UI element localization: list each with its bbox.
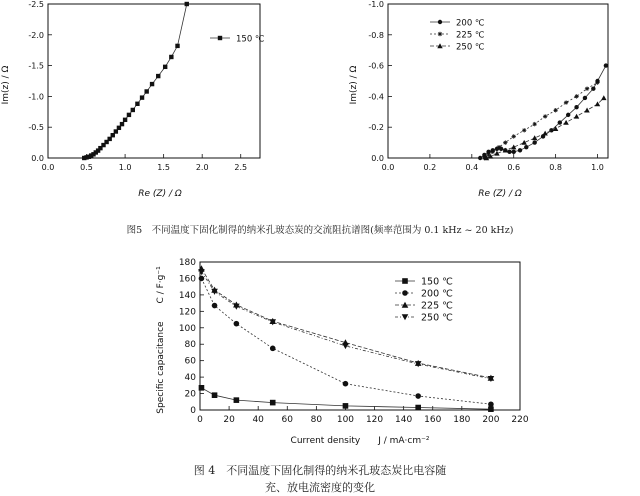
x-tick-label: 180 — [453, 415, 471, 425]
plot-frame — [200, 262, 520, 410]
x-tick-label: 100 — [336, 415, 355, 425]
data-point — [553, 108, 557, 112]
impedance-chart-150c — [0, 0, 290, 210]
series-line — [84, 4, 187, 158]
x-tick-label: 0.6 — [507, 163, 521, 172]
y-tick-label: 0 — [190, 406, 196, 416]
y-tick-label: 0.0 — [31, 154, 44, 163]
data-point — [543, 114, 547, 118]
y-tick-label: 140 — [178, 290, 196, 301]
x-tick-label: 0.2 — [423, 163, 437, 172]
x-tick-label: 2.0 — [195, 163, 209, 172]
x-tick-label: 1.0 — [118, 163, 132, 172]
data-point — [234, 397, 240, 403]
y-tick-label: 40 — [184, 373, 196, 384]
data-point — [522, 128, 526, 132]
data-point — [518, 148, 522, 152]
data-point — [503, 140, 507, 144]
data-point — [343, 381, 349, 387]
legend-marker — [218, 36, 222, 40]
x-tick-label: 140 — [395, 415, 413, 425]
x-axis-label: Re (Z) / Ω — [478, 189, 522, 199]
data-point — [583, 96, 587, 100]
data-point — [140, 95, 144, 99]
legend-label: 250 ℃ — [456, 42, 485, 53]
y-tick-label: -1.0 — [28, 92, 44, 102]
x-tick-label: 0 — [197, 415, 203, 425]
data-point — [595, 80, 599, 84]
data-point — [558, 120, 562, 124]
x-tick-label: 0.8 — [549, 163, 562, 172]
y-tick-label: -2.0 — [28, 30, 44, 40]
figure4-caption-line2: 充、放电流密度的变化 — [265, 481, 375, 494]
data-point — [584, 108, 589, 113]
legend-label: 225 ℃ — [456, 30, 485, 41]
data-point — [150, 82, 154, 86]
y-tick-label: 60 — [184, 356, 196, 367]
y-tick-label: -1.5 — [28, 61, 44, 71]
x-tick-label: 0.0 — [41, 163, 55, 172]
data-point — [564, 100, 568, 104]
x-tick-label: 80 — [310, 415, 323, 425]
data-point — [343, 403, 349, 409]
data-point — [532, 135, 537, 140]
y-tick-label: -0.4 — [368, 92, 384, 102]
data-point — [127, 113, 131, 117]
plot-frame — [388, 4, 608, 158]
legend-label: 150 ℃ — [421, 276, 453, 288]
figure4-caption — [0, 462, 640, 496]
data-point — [415, 405, 421, 411]
data-point — [566, 113, 570, 117]
x-tick-label: 160 — [424, 415, 442, 425]
x-tick-label: 1.0 — [591, 163, 604, 172]
y-tick-label: -0.5 — [28, 123, 44, 133]
data-point — [511, 145, 516, 150]
data-point — [574, 94, 578, 98]
data-point — [574, 114, 579, 119]
y-tick-label: -1.0 — [368, 0, 384, 9]
y-axis-label: Im(z) / Ω — [349, 65, 359, 105]
data-point — [144, 89, 148, 93]
data-point — [507, 150, 511, 154]
data-point — [491, 150, 495, 154]
data-point — [532, 122, 536, 126]
x-tick-label: 120 — [365, 415, 384, 425]
capacitance-chart — [150, 250, 529, 465]
x-axis-label: Re (Z) / Ω — [138, 189, 182, 199]
figure5-caption: 图5 不同温度下固化制得的纳米孔玻态炭的交流阻抗谱图(频率范围为 0.1 kHz ~ 20 kHz) — [126, 225, 514, 236]
data-point — [532, 140, 536, 144]
data-point — [563, 120, 568, 125]
legend-marker — [438, 20, 442, 24]
data-point — [585, 87, 589, 91]
x-tick-label: 40 — [252, 415, 264, 425]
legend-label: 200 ℃ — [421, 288, 453, 300]
legend-label: 200 ℃ — [456, 18, 485, 29]
data-point — [512, 134, 516, 138]
data-point — [135, 102, 139, 106]
y-tick-label: -0.8 — [368, 30, 384, 40]
y-tick-label: 160 — [178, 274, 196, 285]
data-point — [198, 269, 205, 275]
legend-label: 250 ℃ — [421, 312, 453, 324]
data-point — [175, 44, 179, 48]
x-tick-label: 2.5 — [234, 163, 248, 172]
legend-label: 150 ℃ — [236, 34, 265, 45]
x-tick-label: 0.4 — [465, 163, 479, 172]
data-point — [234, 321, 240, 327]
data-point — [163, 65, 167, 69]
data-point — [212, 303, 218, 309]
data-point — [591, 87, 595, 91]
y-axis-label: Specific capacitance C / F·g⁻¹ — [156, 266, 166, 414]
y-tick-label: -0.2 — [368, 123, 384, 133]
x-tick-label: 200 — [482, 415, 500, 425]
x-tick-label: 0.5 — [80, 163, 93, 172]
data-point — [131, 108, 135, 112]
y-tick-label: -2.5 — [28, 0, 44, 9]
y-tick-label: 80 — [184, 340, 196, 351]
data-point — [415, 393, 421, 399]
x-axis-label: Current density J / mA·cm⁻² — [290, 436, 430, 446]
data-point — [199, 276, 205, 282]
x-tick-label: 60 — [281, 415, 293, 425]
data-point — [574, 105, 578, 109]
data-point — [270, 400, 276, 406]
y-tick-label: 120 — [178, 307, 196, 318]
legend-marker — [402, 278, 408, 284]
data-point — [123, 118, 127, 122]
x-tick-label: 20 — [223, 415, 235, 425]
legend-label: 225 ℃ — [421, 300, 453, 312]
y-tick-label: -0.6 — [368, 61, 384, 71]
y-tick-label: 100 — [178, 323, 196, 334]
figure4-caption-line1: 图 4 不同温度下固化制得的纳米孔玻态炭比电容随 — [193, 464, 447, 477]
data-point — [497, 145, 501, 149]
data-point — [212, 392, 218, 398]
x-tick-label: 220 — [511, 415, 529, 425]
x-tick-label: 1.5 — [157, 163, 171, 172]
y-tick-label: 20 — [184, 389, 196, 400]
data-point — [169, 55, 173, 59]
data-point — [270, 346, 276, 352]
data-point — [488, 401, 494, 407]
data-point — [478, 156, 482, 160]
data-point — [185, 2, 189, 6]
data-point — [120, 122, 124, 126]
data-point — [521, 140, 526, 145]
y-tick-label: 180 — [178, 258, 196, 268]
data-point — [199, 385, 205, 391]
data-point — [601, 95, 606, 100]
y-tick-label: 0.0 — [371, 154, 384, 163]
data-point — [488, 406, 494, 412]
legend-marker — [402, 314, 409, 320]
x-tick-label: 0.0 — [381, 163, 395, 172]
data-point — [524, 145, 528, 149]
impedance-chart-200-250c — [340, 0, 640, 210]
data-point — [512, 150, 516, 154]
data-point — [156, 74, 160, 78]
y-axis-label: Im(z) / Ω — [1, 65, 11, 105]
legend-marker — [438, 32, 442, 36]
data-point — [604, 63, 608, 67]
legend-marker — [402, 290, 408, 296]
